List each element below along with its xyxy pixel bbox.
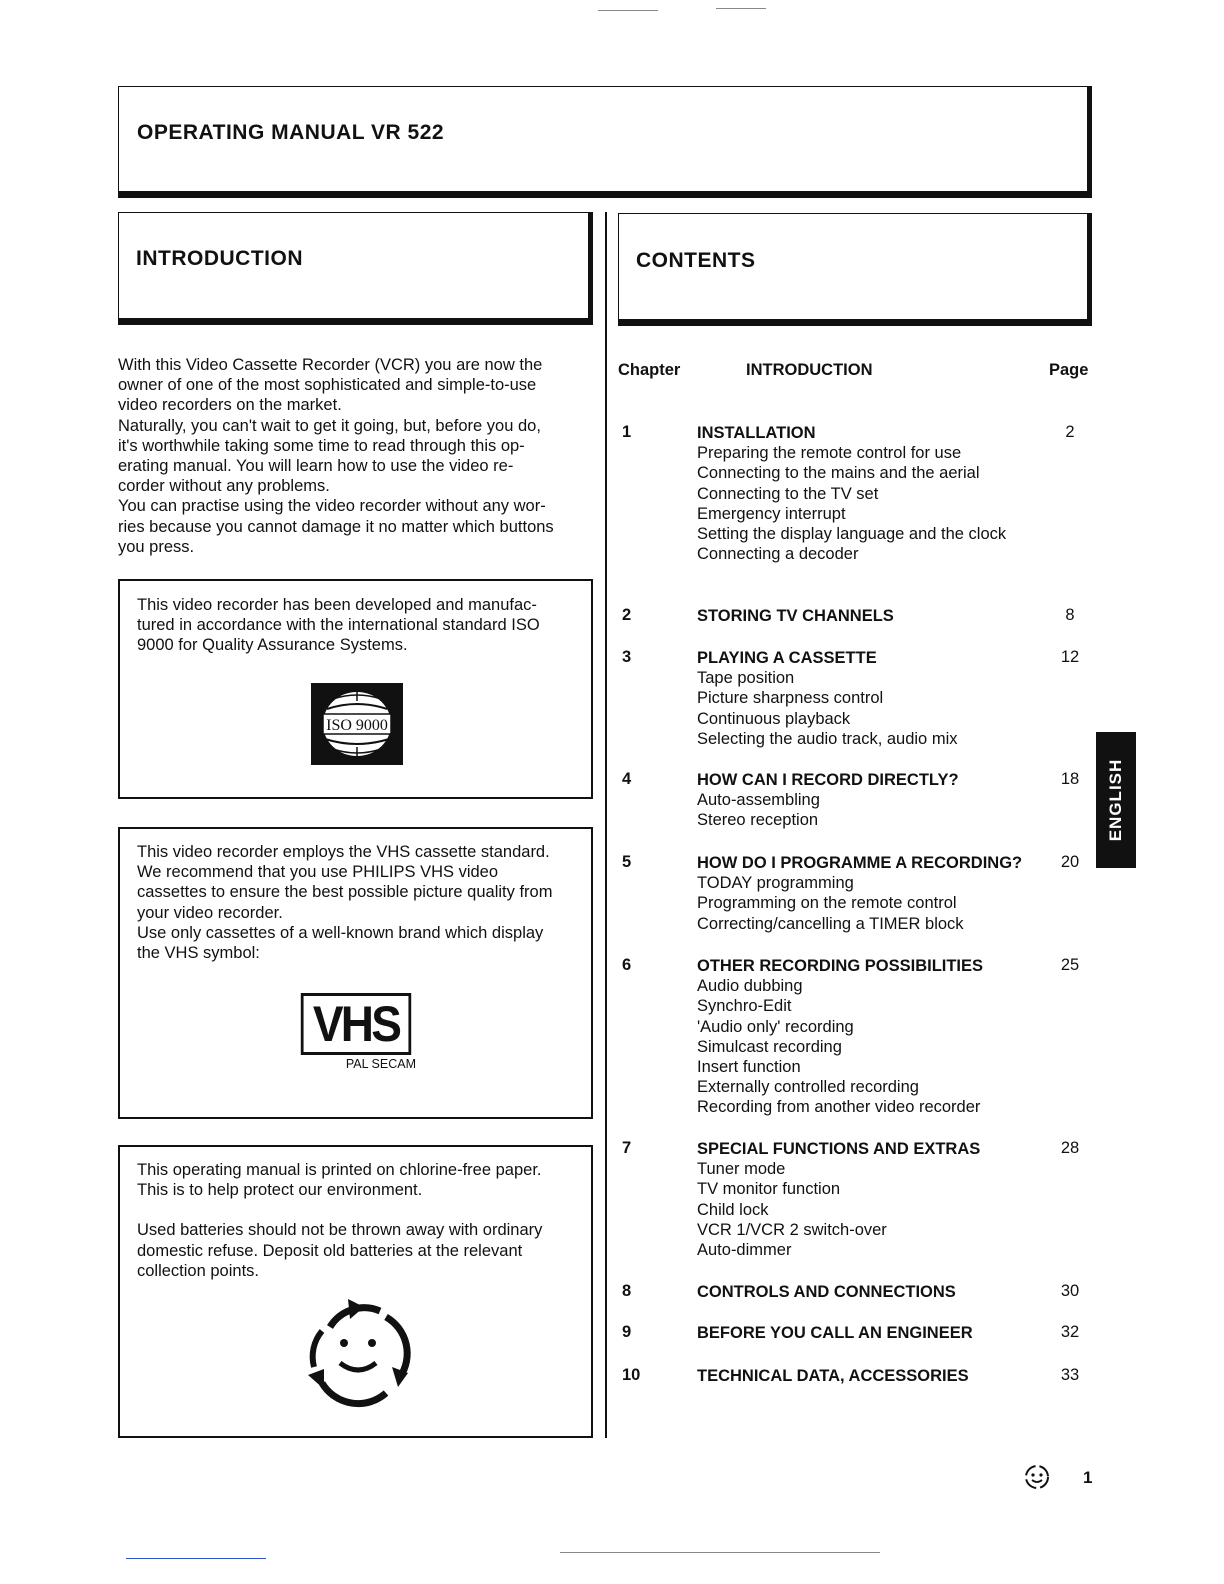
chapter-entry bbox=[697, 423, 1006, 564]
contents-col-page: Page bbox=[1049, 361, 1089, 379]
chapter-page: 12 bbox=[1060, 648, 1080, 666]
vhs-note-line: your video recorder. bbox=[137, 903, 283, 922]
page-title: OPERATING MANUAL VR 522 bbox=[137, 121, 445, 144]
chapter-item: Auto-assembling bbox=[697, 791, 820, 810]
chapter-title: HOW CAN I RECORD DIRECTLY? bbox=[697, 771, 959, 789]
chapter-title: BEFORE YOU CALL AN ENGINEER bbox=[697, 1324, 973, 1342]
chapter-page: 18 bbox=[1060, 770, 1080, 788]
iso-logo-text: ISO 9000 bbox=[326, 717, 388, 734]
intro-line: corder without any problems. bbox=[118, 477, 330, 496]
chapter-item: Tuner mode bbox=[697, 1160, 786, 1179]
contents-heading-box bbox=[618, 213, 1092, 326]
scan-mark bbox=[126, 1558, 266, 1559]
chapter-entry bbox=[697, 606, 894, 626]
chapter-item: Connecting to the TV set bbox=[697, 484, 879, 503]
vhs-note-text bbox=[137, 842, 552, 963]
intro-paragraph bbox=[118, 355, 598, 557]
intro-line: You can practise using the video recorder without any wor- bbox=[118, 497, 546, 516]
iso-note-line: This video recorder has been developed and manufac- bbox=[137, 596, 537, 614]
chapter-page: 33 bbox=[1060, 1366, 1080, 1384]
chapter-item: Setting the display language and the clock bbox=[697, 525, 1007, 544]
chapter-item: Audio dubbing bbox=[697, 977, 803, 996]
environment-note-line: This operating manual is printed on chlorine-free paper. bbox=[137, 1161, 542, 1179]
chapter-title: SPECIAL FUNCTIONS AND EXTRAS bbox=[697, 1140, 981, 1158]
vhs-note-box bbox=[118, 827, 593, 1119]
intro-line: erating manual. You will learn how to use the video re- bbox=[118, 457, 514, 476]
language-tab bbox=[1096, 732, 1136, 868]
vhs-note-line: the VHS symbol: bbox=[137, 944, 260, 963]
intro-line: it's worthwhile taking some time to read through this op- bbox=[118, 436, 525, 455]
intro-heading-box bbox=[118, 212, 593, 325]
chapter-item: Selecting the audio track, audio mix bbox=[697, 729, 958, 748]
intro-line: you press. bbox=[118, 537, 195, 556]
chapter-page: 20 bbox=[1060, 853, 1080, 871]
vhs-note-line: This video recorder employs the VHS cassette standard. bbox=[137, 843, 550, 861]
chapter-title: HOW DO I PROGRAMME A RECORDING? bbox=[697, 854, 1023, 872]
chapter-number: 6 bbox=[622, 956, 632, 974]
chapter-number: 7 bbox=[622, 1139, 632, 1157]
chapter-item: Continuous playback bbox=[697, 709, 851, 728]
chapter-item: Simulcast recording bbox=[697, 1037, 842, 1056]
environment-note-line: domestic refuse. Deposit old batteries at the relevant bbox=[137, 1241, 523, 1260]
chapter-title: STORING TV CHANNELS bbox=[697, 607, 894, 625]
intro-line: ries because you cannot damage it no matter which buttons bbox=[118, 517, 554, 536]
chapter-item: Insert function bbox=[697, 1058, 801, 1077]
chapter-entry bbox=[697, 1323, 973, 1343]
chapter-entry bbox=[697, 956, 983, 1118]
chapter-title: INSTALLATION bbox=[697, 424, 816, 442]
contents-col-intro: INTRODUCTION bbox=[746, 361, 873, 379]
environment-note-line: Used batteries should not be thrown away with ordinary bbox=[137, 1221, 543, 1240]
chapter-item: Synchro-Edit bbox=[697, 997, 792, 1016]
chapter-entry bbox=[697, 1366, 969, 1386]
header-box bbox=[118, 86, 1092, 198]
scan-mark bbox=[716, 8, 766, 9]
chapter-number: 10 bbox=[622, 1366, 641, 1384]
chapter-item: VCR 1/VCR 2 switch-over bbox=[697, 1220, 887, 1239]
chapter-item: Emergency interrupt bbox=[697, 504, 846, 523]
chapter-item: Stereo reception bbox=[697, 811, 819, 830]
chapter-item: Programming on the remote control bbox=[697, 894, 957, 913]
chapter-number: 9 bbox=[622, 1323, 632, 1341]
chapter-entry bbox=[697, 648, 957, 749]
intro-line: owner of one of the most sophisticated and simple-to-use bbox=[118, 376, 537, 395]
column-divider bbox=[605, 212, 607, 1438]
chapter-title: OTHER RECORDING POSSIBILITIES bbox=[697, 957, 984, 975]
chapter-item: Correcting/cancelling a TIMER block bbox=[697, 914, 964, 933]
vhs-logo-caption: PAL SECAM bbox=[345, 1057, 416, 1071]
vhs-logo: VHS bbox=[301, 993, 411, 1055]
environment-note-box bbox=[118, 1145, 593, 1438]
chapter-entry bbox=[697, 1282, 956, 1302]
language-tab-label: ENGLISH bbox=[1106, 758, 1125, 842]
iso-globe-icon bbox=[311, 683, 403, 765]
chapter-title: TECHNICAL DATA, ACCESSORIES bbox=[697, 1367, 969, 1385]
chapter-title: PLAYING A CASSETTE bbox=[697, 649, 877, 667]
chapter-entry bbox=[697, 1139, 980, 1260]
iso-note-line: tured in accordance with the international standard ISO bbox=[137, 616, 540, 635]
vhs-note-line: Use only cassettes of a well-known brand which display bbox=[137, 923, 544, 942]
iso-9000-logo bbox=[311, 683, 403, 765]
chapter-item: Picture sharpness control bbox=[697, 689, 884, 708]
scan-mark bbox=[560, 1552, 880, 1553]
chapter-entry bbox=[697, 853, 1022, 934]
chapter-page: 28 bbox=[1060, 1139, 1080, 1157]
chapter-number: 4 bbox=[622, 770, 632, 788]
contents-heading: CONTENTS bbox=[636, 249, 756, 272]
chapter-page: 30 bbox=[1060, 1282, 1080, 1300]
chapter-item: Connecting a decoder bbox=[697, 545, 859, 564]
small-recycle-face-icon bbox=[1022, 1462, 1052, 1492]
intro-line: Naturally, you can't wait to get it going, but, before you do, bbox=[118, 416, 541, 435]
chapter-page: 2 bbox=[1065, 423, 1075, 441]
chapter-item: Externally controlled recording bbox=[697, 1078, 919, 1097]
chapter-number: 5 bbox=[622, 853, 632, 871]
chapter-page: 25 bbox=[1060, 956, 1080, 974]
chapter-item: TODAY programming bbox=[697, 874, 854, 893]
iso-note-line: 9000 for Quality Assurance Systems. bbox=[137, 636, 408, 655]
page-number: 1 bbox=[1083, 1468, 1093, 1487]
chapter-number: 1 bbox=[622, 423, 632, 441]
intro-heading: INTRODUCTION bbox=[136, 247, 303, 270]
chapter-item: Preparing the remote control for use bbox=[697, 444, 962, 463]
vhs-note-line: We recommend that you use PHILIPS VHS video bbox=[137, 863, 499, 882]
environment-note-line: collection points. bbox=[137, 1261, 259, 1280]
iso-note-text bbox=[137, 595, 540, 656]
scan-mark bbox=[598, 10, 658, 11]
chapter-page: 8 bbox=[1065, 606, 1075, 624]
chapter-number: 2 bbox=[622, 606, 632, 624]
intro-line: With this Video Cassette Recorder (VCR) you are now the bbox=[118, 356, 543, 374]
recycle-face-icon bbox=[300, 1297, 416, 1409]
environment-note-text bbox=[137, 1160, 542, 1281]
chapter-page: 32 bbox=[1060, 1323, 1080, 1341]
chapter-entry bbox=[697, 770, 959, 831]
chapter-item: Child lock bbox=[697, 1200, 769, 1219]
chapter-number: 3 bbox=[622, 648, 632, 666]
chapter-item: Connecting to the mains and the aerial bbox=[697, 464, 980, 483]
chapter-item: Recording from another video recorder bbox=[697, 1098, 981, 1117]
chapter-title: CONTROLS AND CONNECTIONS bbox=[697, 1283, 956, 1301]
vhs-note-line: cassettes to ensure the best possible picture quality from bbox=[137, 883, 553, 902]
chapter-item: 'Audio only' recording bbox=[697, 1017, 854, 1036]
chapter-item: Tape position bbox=[697, 669, 795, 688]
contents-col-chapter: Chapter bbox=[618, 361, 681, 379]
chapter-item: Auto-dimmer bbox=[697, 1241, 792, 1260]
environment-note-line: This is to help protect our environment. bbox=[137, 1181, 423, 1200]
chapter-item: TV monitor function bbox=[697, 1180, 841, 1199]
chapter-number: 8 bbox=[622, 1282, 632, 1300]
intro-line: video recorders on the market. bbox=[118, 396, 342, 415]
